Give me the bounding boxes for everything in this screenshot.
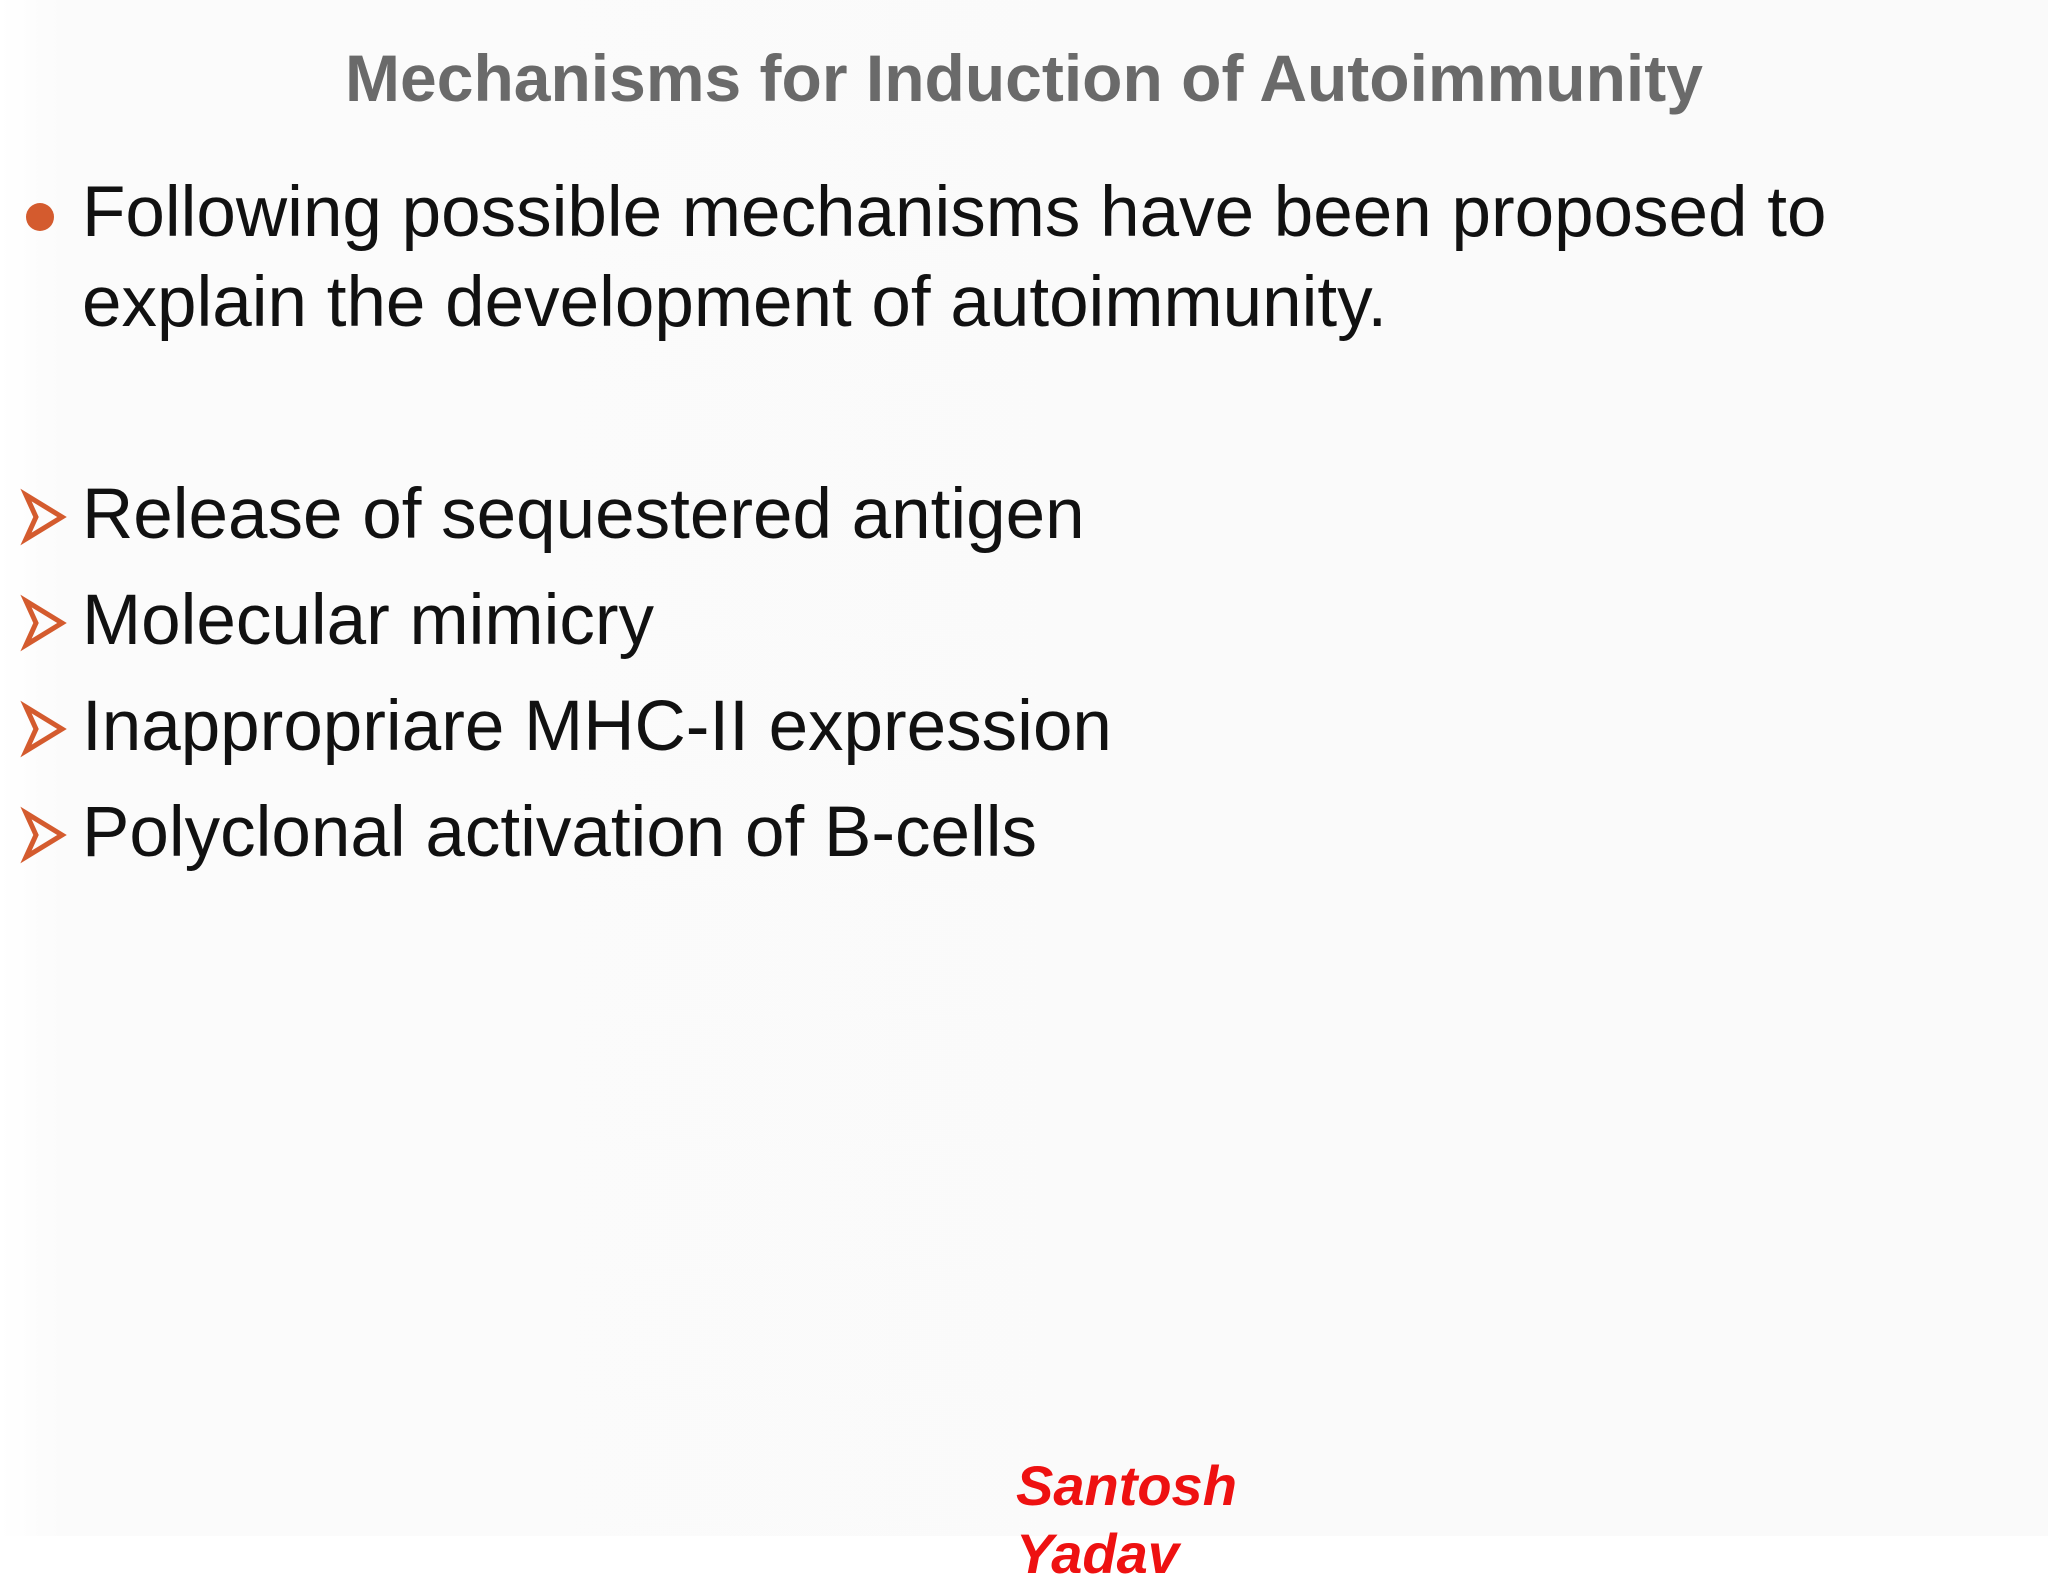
intro-bullet (0, 168, 2010, 358)
mechanism-list (0, 470, 1300, 900)
mechanism-item (0, 576, 1300, 676)
author-name: Santosh Yadav (1016, 1454, 1237, 1585)
arrow-bullet-icon (24, 491, 68, 543)
slide-title: Mechanisms for Induction of Autoimmunity (345, 41, 1703, 115)
arrow-bullet-icon (24, 597, 68, 649)
intro-text: Following possible mechanisms have been proposed to explain the development of autoimmunity. (82, 173, 1827, 342)
mechanism-item (0, 470, 1300, 570)
mechanism-text: Inappropriare MHC-II expression (82, 687, 1112, 766)
mechanism-text: Release of sequestered antigen (82, 475, 1085, 554)
bullet-dot-icon (26, 203, 54, 231)
mechanism-text: Polyclonal activation of B-cells (82, 793, 1037, 872)
mechanism-item (0, 788, 1300, 888)
arrow-bullet-icon (24, 809, 68, 861)
mechanism-text: Molecular mimicry (82, 581, 654, 660)
mechanism-item (0, 682, 1300, 782)
arrow-bullet-icon (24, 703, 68, 755)
